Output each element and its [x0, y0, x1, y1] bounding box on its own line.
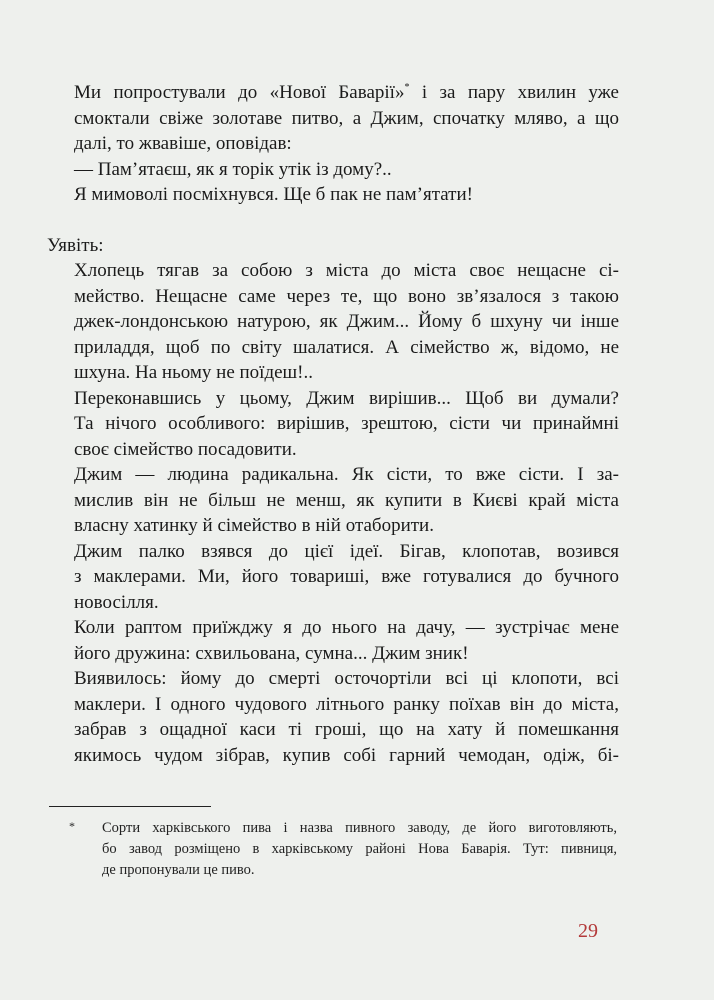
text-line: маклери. І одного чудового літнього ранку поїхав він до міста,: [74, 693, 619, 715]
text-line: Та нічого особливого: вирішив, зрештою, сісти чи принаймні: [74, 413, 619, 434]
text-line: Уявіть:: [47, 234, 104, 256]
paragraph-6: [47, 386, 619, 463]
text-line: — Пам’ятаєш, як я торік утік із дому?..: [74, 158, 392, 180]
footnote-text: [102, 818, 617, 881]
text-line: Я мимоволі посміхнувся. Ще б пак не пам’ятати!: [74, 184, 473, 205]
main-text: [47, 80, 619, 768]
footnote-reference[interactable]: *: [404, 82, 410, 93]
text-line: мейство. Нещасне саме через те, що воно зв’язалося з такою: [74, 285, 619, 307]
footnote-line: бо завод розміщено в харківському районі Нова Баварія. Тут: пивниця,: [102, 841, 617, 857]
paragraph-5: [47, 258, 619, 386]
paragraph-2: [47, 157, 619, 183]
footnote-marker: *: [69, 819, 75, 833]
text-line: далі, то жвавіше, оповідав:: [74, 133, 292, 154]
text-line: забрав з ощадної каси ті гроші, що на хату й помешкання: [74, 719, 619, 740]
paragraph-9: [47, 615, 619, 666]
text-line: Джим — людина радикальна. Як сісти, то вже сісти. І за-: [74, 464, 619, 485]
page-number: 29: [578, 920, 598, 942]
paragraph-10: [47, 666, 619, 768]
paragraph-3: [47, 182, 619, 208]
text-line: приладдя, щоб по світу шалатися. А сімейство ж, відомо, не: [74, 336, 619, 358]
text-line: власну хатинку й сімейство в ній отаборити.: [74, 515, 434, 536]
text-line: Хлопець тягав за собою з міста до міста своє нещасне сі-: [74, 260, 619, 281]
text-line: своє сімейство посадовити.: [74, 438, 297, 460]
text-line: з маклерами. Ми, його товариші, вже готувалися до бучного: [74, 566, 619, 587]
text-line: Коли раптом приїжджу я до нього на дачу, — зустрічає мене: [74, 617, 619, 638]
footnote: [47, 818, 617, 881]
paragraph-8: [47, 539, 619, 616]
text-line: Переконавшись у цьому, Джим вирішив... Щоб ви думали?: [74, 387, 619, 409]
text-line: Джим палко взявся до цієї ідеї. Бігав, клопотав, возився: [74, 540, 619, 562]
text-line: якимось чудом зібрав, купив собі гарний чемодан, одіж, бі-: [74, 744, 619, 766]
text-line: мислив він не більш не менш, як купити в Києві край міста: [74, 489, 619, 511]
text-line: джек-лондонською натурою, як Джим... Йому б шхуну чи інше: [74, 311, 619, 332]
text-line: смоктали свіже золотаве питво, а Джим, спочатку мляво, а що: [74, 107, 619, 129]
paragraph-4: [47, 233, 619, 259]
footnote-divider: [49, 806, 211, 807]
footnote-line: де пропонували це пиво.: [102, 862, 255, 878]
paragraph-1: [47, 80, 619, 157]
text-line: новосілля.: [74, 591, 159, 613]
text-fragment: і за пару хвилин уже: [409, 82, 619, 103]
text-fragment: Ми попростували до «Нової Баварії»: [74, 82, 405, 103]
text-line: [47, 80, 619, 106]
text-line: шхуна. На ньому не поїдеш!..: [74, 362, 314, 383]
text-line: його дружина: схвильована, сумна... Джим зник!: [74, 642, 469, 664]
paragraph-7: [47, 462, 619, 539]
footnote-line: Сорти харківського пива і назва пивного заводу, де його виготовляють,: [102, 820, 617, 836]
text-line: Виявилось: йому до смерті осточортіли всі ці клопоти, всі: [74, 668, 619, 689]
